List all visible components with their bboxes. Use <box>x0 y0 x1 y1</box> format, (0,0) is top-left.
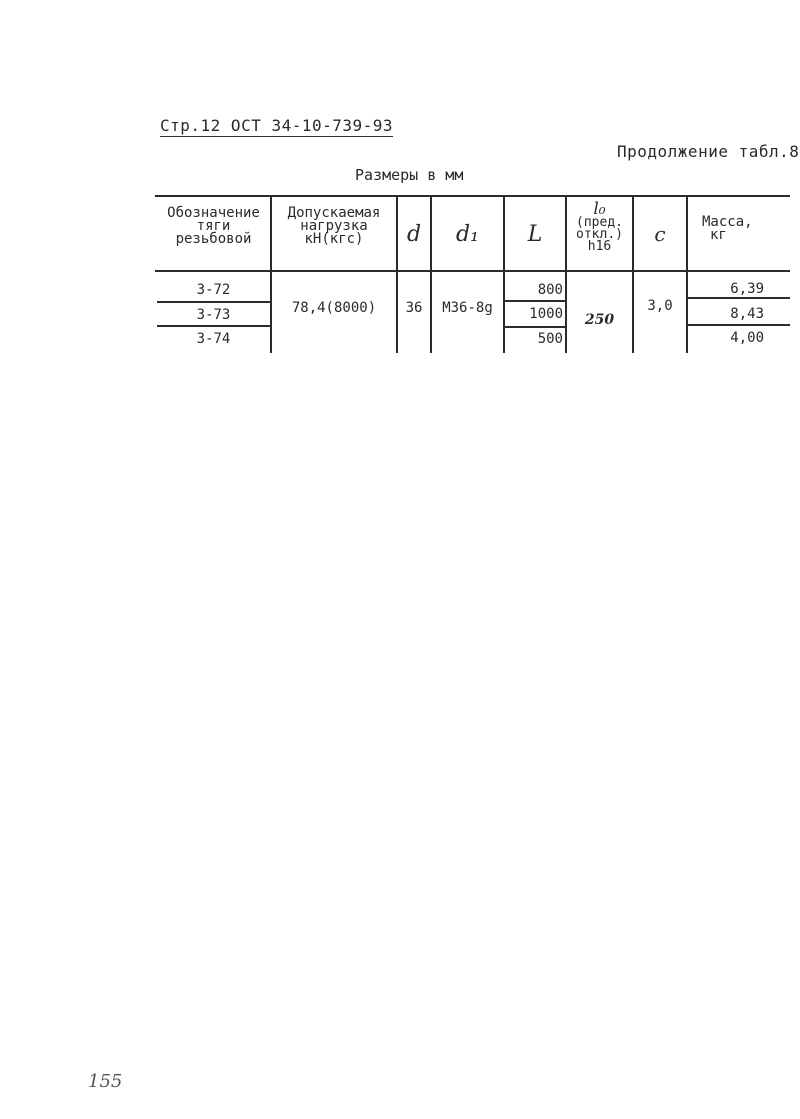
row-divider <box>688 297 790 299</box>
column-divider <box>396 197 398 353</box>
row-mass: 4,00 <box>730 330 764 346</box>
d-value: 36 <box>405 300 423 316</box>
row-divider <box>503 300 565 302</box>
header-d1: d₁ <box>456 222 479 247</box>
row-divider <box>157 325 270 327</box>
row-length: 800 <box>537 282 563 298</box>
header-c: c <box>654 222 666 246</box>
header-L: L <box>527 222 543 247</box>
column-divider <box>503 197 505 353</box>
row-divider <box>688 324 790 326</box>
row-divider <box>503 326 565 328</box>
load-value: 78,4(8000) <box>291 300 377 316</box>
row-designation: 3-73 <box>196 307 231 323</box>
table-top-rule <box>155 195 790 197</box>
header-l0: l₀ (пред. откл.) h16 <box>576 199 623 254</box>
d1-value: М36-8g <box>442 300 493 316</box>
l0-value: 250 <box>584 312 615 328</box>
row-length: 500 <box>537 331 563 347</box>
row-mass: 8,43 <box>730 306 764 322</box>
column-divider <box>430 197 432 353</box>
page-reference: Стр.12 ОСТ 34-10-739-93 <box>160 116 394 135</box>
table-continuation-label: Продолжение табл.8 <box>617 142 800 161</box>
row-designation: 3-74 <box>196 331 231 347</box>
header-designation: Обозначение тяги резьбовой <box>167 205 260 247</box>
row-length: 1000 <box>529 306 563 322</box>
units-caption: Размеры в мм <box>355 166 464 184</box>
row-divider <box>157 301 270 303</box>
row-mass: 6,39 <box>730 281 764 297</box>
table-header-rule <box>155 270 790 272</box>
c-value: 3,0 <box>647 298 673 314</box>
column-divider <box>632 197 634 353</box>
header-d: d <box>406 222 422 247</box>
header-mass: Масса, кг <box>702 214 753 243</box>
page-number: 155 <box>88 1071 123 1092</box>
column-divider <box>686 197 688 353</box>
row-designation: 3-72 <box>196 282 231 298</box>
header-load: Допускаемая нагрузка кН(кгс) <box>287 205 381 247</box>
